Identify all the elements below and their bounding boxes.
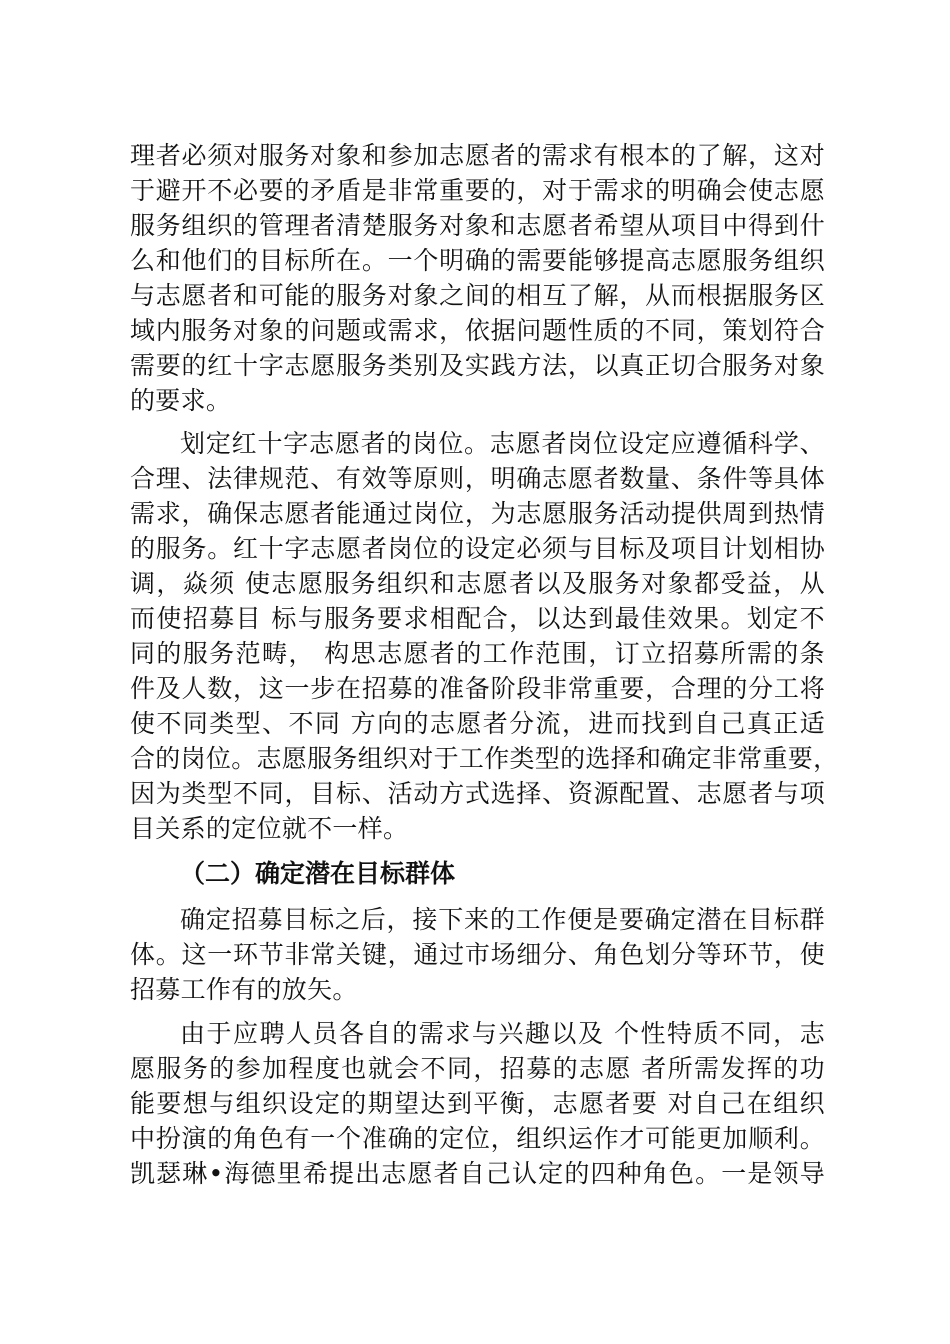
text-line: 需求，确保志愿者能通过岗位，为志愿服务活动提供周到热情 [130,499,825,528]
text-line: 么和他们的目标所在。一个明确的需要能够提高志愿服务组织 [130,246,825,275]
text-line: 中扮演的角色有一个准确的定位，组织运作才可能更加顺利。 [130,1124,825,1153]
text-line: 体。这一环节非常关键，通过市场细分、角色划分等环节，使 [130,940,825,969]
text-line: 同的服务范畴， 构思志愿者的工作范围，订立招募所需的条 [130,639,825,668]
text-line: 合理、法律规范、有效等原则，明确志愿者数量、条件等具体 [130,464,825,493]
section-heading: （二）确定潜在目标群体 [180,859,456,888]
text-line: 调，焱须 使志愿服务组织和志愿者以及服务对象都受益，从 [130,569,825,598]
text-line: 合的岗位。志愿服务组织对于工作类型的选择和确定非常重要， [130,744,839,773]
text-line: 使不同类型、不同 方向的志愿者分流，进而找到自己真正适 [130,709,825,738]
text-line: 划定红十字志愿者的岗位。志愿者岗位设定应遵循科学、 [180,429,825,458]
text-line: 招募工作有的放矢。 [130,975,358,1004]
text-line: 服务组织的管理者清楚服务对象和志愿者希望从项目中得到什 [130,211,825,240]
text-line: 因为类型不同，目标、活动方式选择、资源配置、志愿者与项 [130,779,825,808]
text-line: 能要想与组织设定的期望达到平衡，志愿者要 对自己在组织 [130,1089,825,1118]
text-line: 需要的红十字志愿服务类别及实践方法，以真正切合服务对象 [130,351,825,380]
text-line: 理者必须对服务对象和参加志愿者的需求有根本的了解，这对 [130,141,825,170]
text-line: 由于应聘人员各自的需求与兴趣以及 个性特质不同，志 [180,1019,825,1048]
text-line: 的服务。红十字志愿者岗位的设定必须与目标及项目计划相协 [130,534,825,563]
text-line: 凯瑟琳•海德里希提出志愿者自己认定的四种角色。一是领导 [130,1159,825,1188]
text-line: 域内服务对象的问题或需求，依据问题性质的不同，策划符合 [130,316,825,345]
text-line: 的要求。 [130,386,232,415]
text-line: 目关系的定位就不一样。 [130,814,409,843]
text-line: 愿服务的参加程度也就会不同，招募的志愿 者所需发挥的功 [130,1054,825,1083]
text-line: 件及人数，这一步在招募的准备阶段非常重要，合理的分工将 [130,674,825,703]
text-line: 而使招募目 标与服务要求相配合，以达到最佳效果。划定不 [130,604,825,633]
text-line: 与志愿者和可能的服务对象之间的相互了解，从而根据服务区 [130,281,825,310]
text-line: 于避开不必要的矛盾是非常重要的，对于需求的明确会使志愿 [130,176,825,205]
text-line: 确定招募目标之后，接下来的工作便是要确定潜在目标群 [180,905,825,934]
